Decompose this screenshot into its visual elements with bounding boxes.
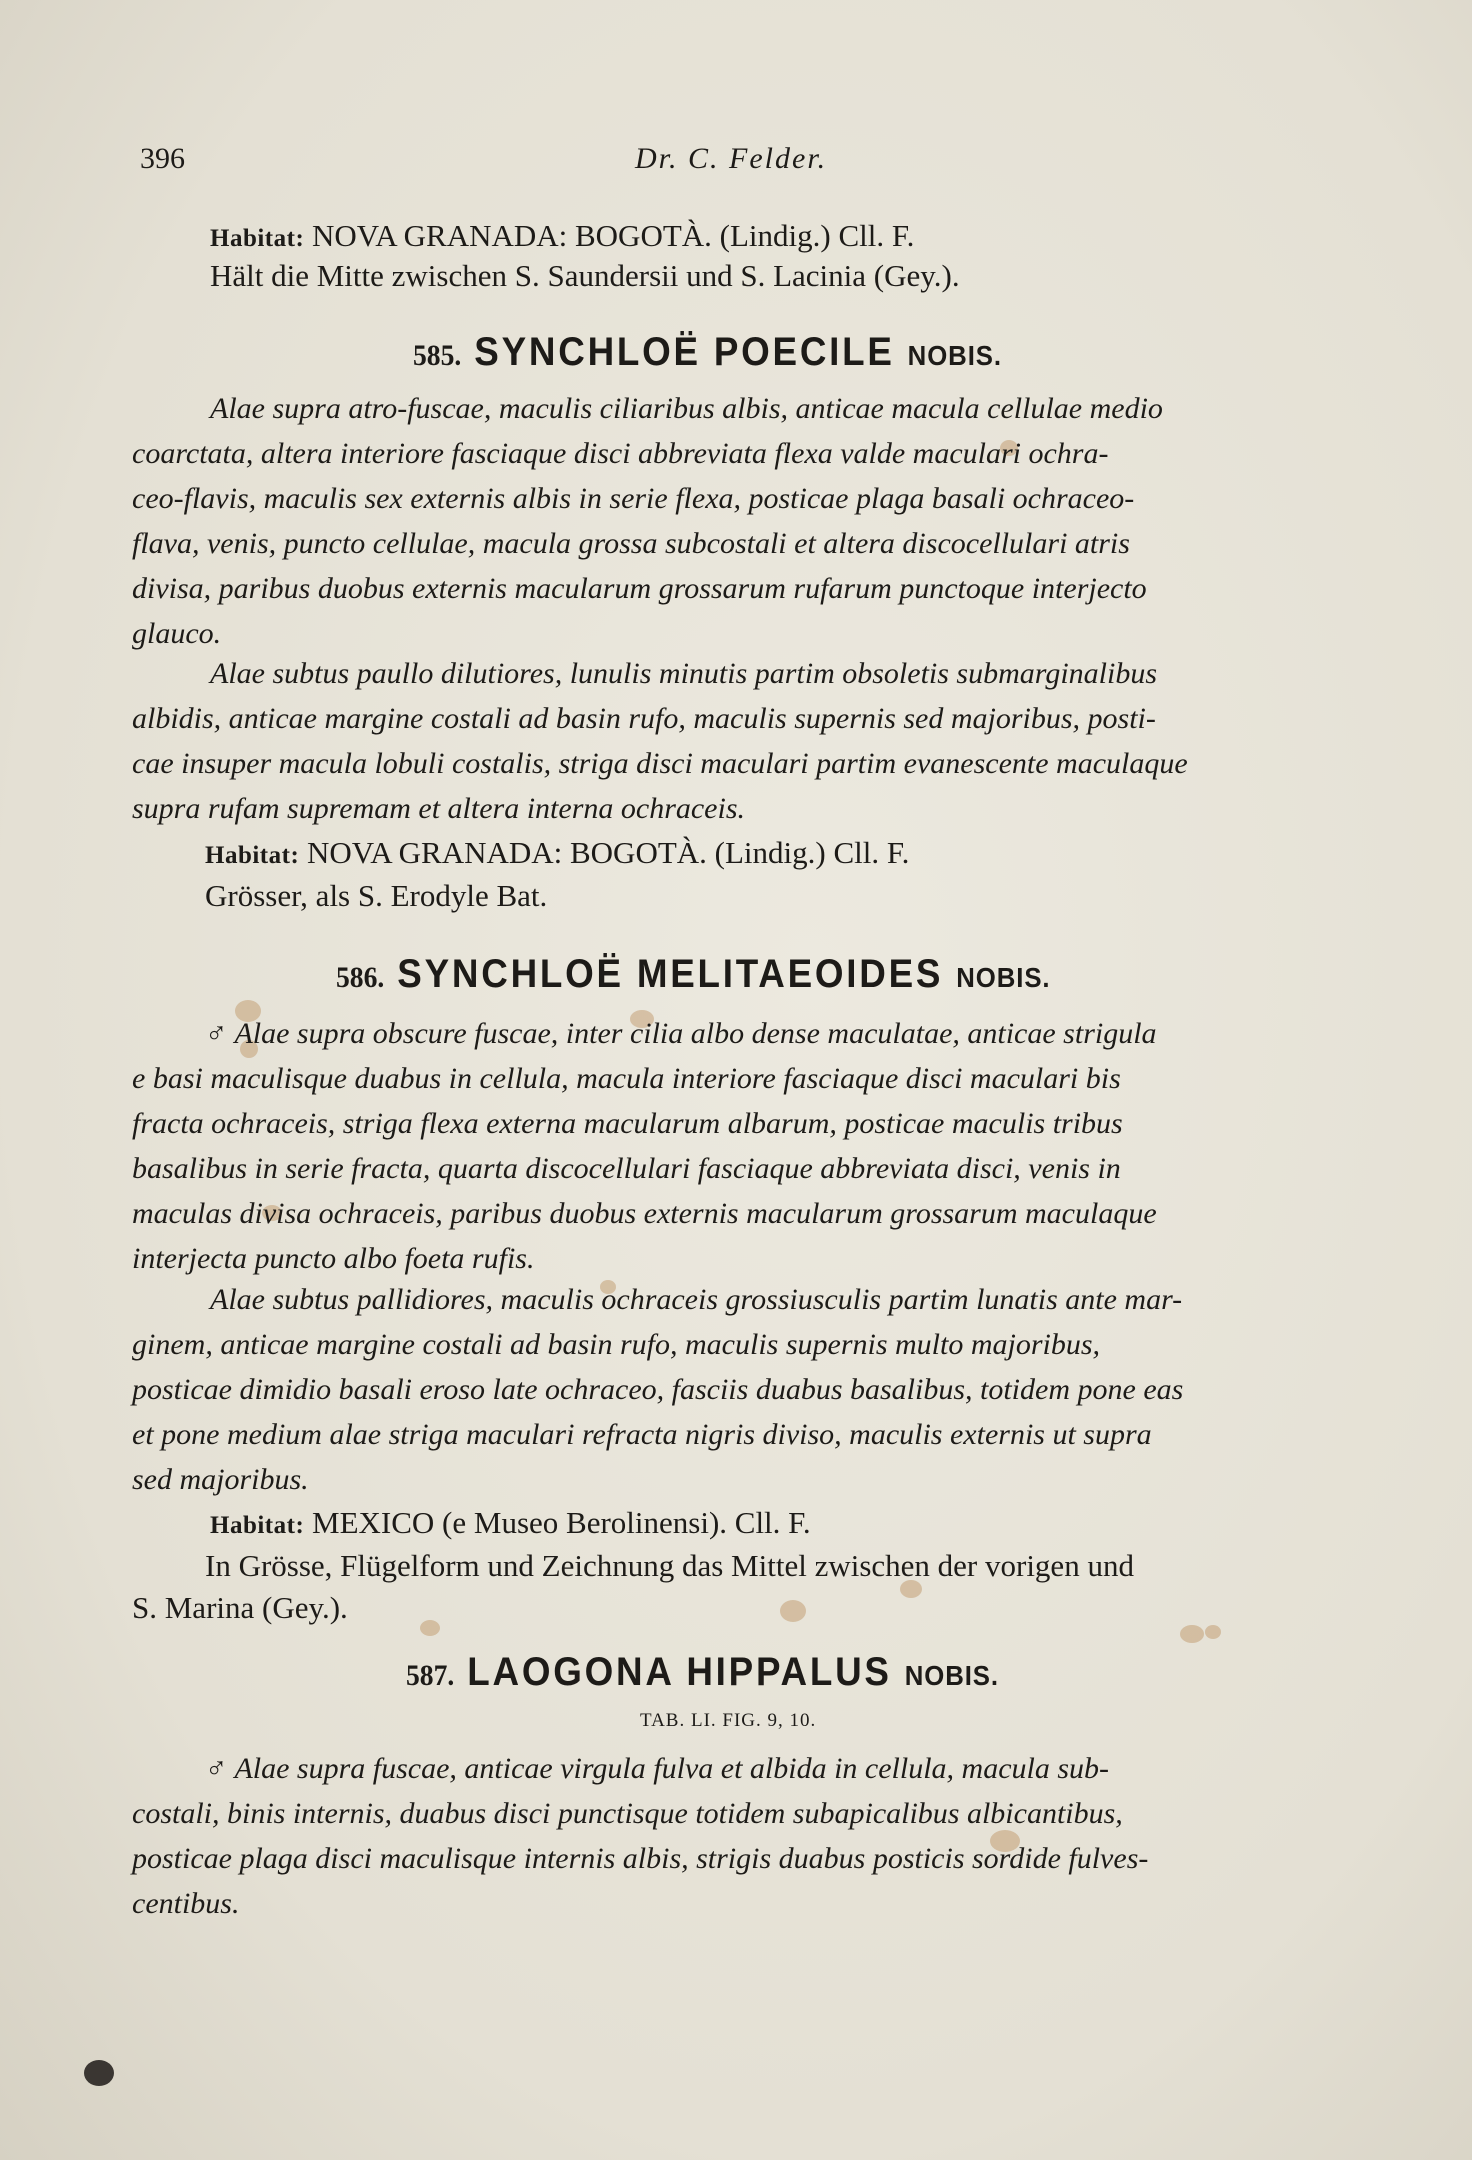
description-line: Alae subtus pallidiores, maculis ochraceis grossiusculis partim lunatis ante mar- [210,1283,1183,1316]
description-line: Alae subtus paullo dilutiores, lunulis minutis partim obsoletis submarginalibus [210,657,1158,690]
description-line: costali, binis internis, duabus disci punctisque totidem subapicalibus albicantibus, [132,1797,1123,1830]
species-author: NOBIS. [907,340,1002,371]
species-name: SYNCHLOË MELITAEOIDES [397,952,944,996]
species-name: SYNCHLOË POECILE [474,330,895,374]
species-number: 587. [406,1659,455,1692]
species-number: 586. [336,961,385,994]
species-name: LAOGONA HIPPALUS [467,1650,892,1694]
foxing-spot [780,1600,806,1622]
foxing-spot [1180,1625,1204,1643]
habitat-label: Habitat: [210,225,305,252]
ink-blot [84,2060,114,2086]
running-head: Dr. C. Felder. [635,142,828,175]
habitat-label: Habitat: [210,1512,305,1539]
species-author: NOBIS. [904,1660,999,1691]
description-line: ♂ Alae supra fuscae, anticae virgula fulva et albida in cellula, macula sub- [205,1752,1110,1785]
foxing-spot [1205,1625,1221,1639]
description-line: posticae dimidio basali eroso late ochraceo, fasciis duabus basalibus, totidem pone eas [132,1373,1184,1406]
species-title [413,330,1002,375]
habitat-label: Habitat: [205,842,300,869]
comparison-note: In Grösse, Flügelform und Zeichnung das Mittel zwischen der vorigen und [205,1548,1134,1583]
description-line: sed majoribus. [132,1463,309,1496]
description-line: supra rufam supremam et altera interna ochraceis. [132,792,746,825]
description-line: coarctata, altera interiore fasciaque disci abbreviata flexa valde maculari ochra- [132,437,1109,470]
description-line: ♂ Alae supra obscure fuscae, inter cilia albo dense maculatae, anticae strigula [205,1017,1157,1050]
habitat-line [210,218,914,254]
species-number: 585. [413,339,462,372]
plate-reference: TAB. LI. FIG. 9, 10. [640,1710,817,1731]
description-line: Alae supra atro-fuscae, maculis ciliaribus albis, anticae macula cellulae medio [210,392,1163,425]
comparison-note: S. Marina (Gey.). [132,1590,348,1625]
description-line: glauco. [132,617,222,650]
species-title [336,952,1051,997]
habitat-text: MEXICO (e Museo Berolinensi). Cll. F. [312,1505,811,1540]
description-line: flava, venis, puncto cellulae, macula grossa subcostali et altera discocellulari atris [132,527,1130,560]
description-line: ceo-flavis, maculis sex externis albis in serie flexa, posticae plaga basali ochraceo- [132,482,1135,515]
description-line: fracta ochraceis, striga flexa externa macularum albarum, posticae maculis tribus [132,1107,1123,1140]
comparison-note: Grösser, als S. Erodyle Bat. [205,878,548,913]
description-line: centibus. [132,1887,240,1920]
habitat-line [210,1505,811,1541]
description-line: et pone medium alae striga maculari refracta nigris diviso, maculis externis ut supra [132,1418,1152,1451]
page-number: 396 [140,142,185,175]
description-line: e basi maculisque duabus in cellula, macula interiore fasciaque disci maculari bis [132,1062,1121,1095]
species-author: NOBIS. [956,962,1051,993]
habitat-text: NOVA GRANADA: BOGOTÀ. (Lindig.) Cll. F. [312,218,915,253]
comparison-note: Hält die Mitte zwischen S. Saundersii und S. Lacinia (Gey.). [210,258,960,293]
description-line: divisa, paribus duobus externis macularum grossarum rufarum punctoque interjecto [132,572,1147,605]
habitat-text: NOVA GRANADA: BOGOTÀ. (Lindig.) Cll. F. [307,835,910,870]
description-line: ginem, anticae margine costali ad basin rufo, maculis supernis multo majoribus, [132,1328,1101,1361]
description-line: albidis, anticae margine costali ad basin rufo, maculis supernis sed majoribus, posti- [132,702,1156,735]
description-line: maculas divisa ochraceis, paribus duobus externis macularum grossarum maculaque [132,1197,1157,1230]
description-line: posticae plaga disci maculisque internis albis, strigis duabus posticis sordide fulves- [132,1842,1149,1875]
habitat-line [205,835,909,871]
description-line: basalibus in serie fracta, quarta discocellulari fasciaque abbreviata disci, venis in [132,1152,1121,1185]
foxing-spot [420,1620,440,1636]
description-line: interjecta puncto albo foeta rufis. [132,1242,535,1275]
species-title [406,1650,999,1695]
description-line: cae insuper macula lobuli costalis, striga disci maculari partim evanescente maculaque [132,747,1188,780]
